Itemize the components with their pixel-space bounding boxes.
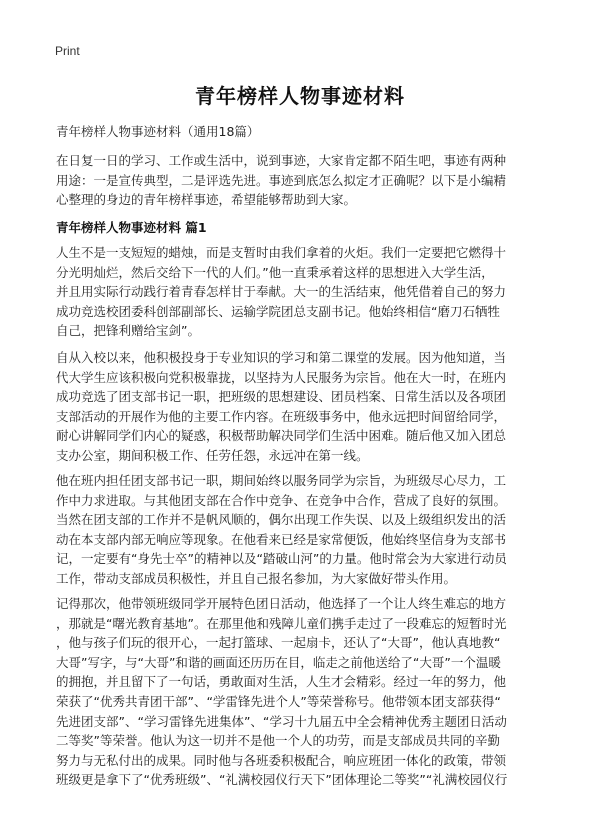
text-line: 二等奖”等荣誉。他认为这一切并不是他一个人的功劳，而是支部成员共同的辛勤 — [56, 733, 500, 749]
text-line: 先进团支部”、“学习雷锋先进集体”、“学习十九届五中全会精神优秀主题团日活动 — [56, 713, 507, 729]
text-line: 自己，把锋利赠给宝剑”。 — [56, 323, 200, 339]
text-line: 并且用实际行动践行着青春怎样甘于奉献。大一的生活结束，他凭借着自己的努力 — [56, 284, 507, 300]
text-line: ，他与孩子们玩的很开心，一起打篮球、一起扇卡，还认了“大哥”，他认真地教“ — [56, 635, 501, 651]
intro-paragraph — [56, 151, 556, 210]
text-line: 的拥抱，并且留下了一句话，勇敢面对生活，人生才会精彩。经过一年的努力，他 — [56, 674, 507, 690]
page-title: 青年榜样人物事迹材料 — [195, 84, 405, 108]
section-heading: 青年榜样人物事迹材料 篇1 — [56, 220, 207, 235]
text-line: 自从入校以来，他积极投身于专业知识的学习和第二课堂的发展。因为他知道，当 — [56, 350, 507, 365]
text-line: 动在本支部内部无响应等现象。在他看来已经是家常便饭，他始终坚信身为支部书 — [56, 531, 507, 547]
paragraph-3 — [56, 471, 556, 589]
text-line: 支办公室，期间积极工作、任劳任怨，永远冲在第一线。 — [56, 447, 369, 463]
text-line: 在日复一日的学习、工作或生活中，说到事迹，大家肯定都不陌生吧，事迹有两种 — [56, 153, 507, 168]
text-line: 支部活动的开展作为他的主要工作内容。在班级事务中，他永远把时间留给同学， — [56, 408, 507, 424]
text-line: 工作，带动支部成员积极性，并且自己报名参加，为大家做好带头作用。 — [56, 570, 457, 586]
text-line: 代大学生应该积极向党积极靠拢，以坚持为人民服务为宗旨。他在大一时，在班内 — [56, 369, 507, 385]
document-subtitle: 青年榜样人物事迹材料（通用18篇） — [56, 124, 260, 139]
print-label: Print — [55, 44, 80, 58]
text-line: 心整理的身边的青年榜样事迹，希望能够帮助到大家。 — [56, 192, 357, 208]
paragraph-1 — [56, 243, 556, 341]
text-line: 班级更是拿下了“优秀班级”、“礼满校园仪行天下”团体理论二等奖”“礼满校园仪行 — [56, 772, 508, 788]
text-line: ，那就是“曙光教育基地”。在那里他和残障儿童们携手走过了一段难忘的短暂时光 — [56, 615, 507, 631]
text-line: 记，一定要有“身先士卒”的精神以及“踏破山河”的力量。他时常会为大家进行动员 — [56, 551, 507, 567]
paragraph-2 — [56, 348, 556, 466]
paragraph-4 — [56, 594, 556, 790]
text-line: 耐心讲解同学们内心的疑惑，积极帮助解决同学们生活中困难。随后他又加入团总 — [56, 428, 507, 444]
text-line: 记得那次，他带领班级同学开展特色团日活动，他选择了一个让人终生难忘的地方 — [56, 596, 507, 611]
text-line: 分光明灿烂，然后交给下一代的人们。”他一直秉承着这样的思想进入大学生活， — [56, 264, 494, 280]
text-line: 人生不是一支短短的蜡烛，而是支暂时由我们拿着的火炬。我们一定要把它燃得十 — [56, 245, 507, 260]
text-line: 成功竞选了团支部书记一职，把班级的思想建设、团员档案、日常生活以及各项团 — [56, 389, 507, 405]
text-line: 用途：一是宣传典型，二是评选先进。事迹到底怎么拟定才正确呢？以下是小编精 — [56, 172, 507, 188]
text-line: 作中力求进取。与其他团支部在合作中竞争、在竞争中合作，营成了良好的氛围。 — [56, 492, 507, 508]
text-line: 当然在团支部的工作并不是帆风顺的，偶尔出现工作失误、以及上级组织发出的活 — [56, 512, 507, 528]
text-line: 荣获了“优秀共青团干部”、“学雷锋先进个人”等荣誉称号。他带领本团支部获得“ — [56, 693, 501, 709]
text-line: 他在班内担任团支部书记一职，期间始终以服务同学为宗旨，为班级尽心尽力，工 — [56, 473, 507, 488]
text-line: 成功竞选校团委科创部副部长、运输学院团总支副书记。他始终相信“磨刀石牺牲 — [56, 303, 500, 319]
text-line: 大哥”写字，与“大哥”和谐的画面还历历在目，临走之前他送给了“大哥”一个温暖 — [56, 654, 501, 670]
text-line: 努力与无私付出的成果。同时他与各班委积极配合，响应班团一体化的政策，带领 — [56, 752, 507, 768]
